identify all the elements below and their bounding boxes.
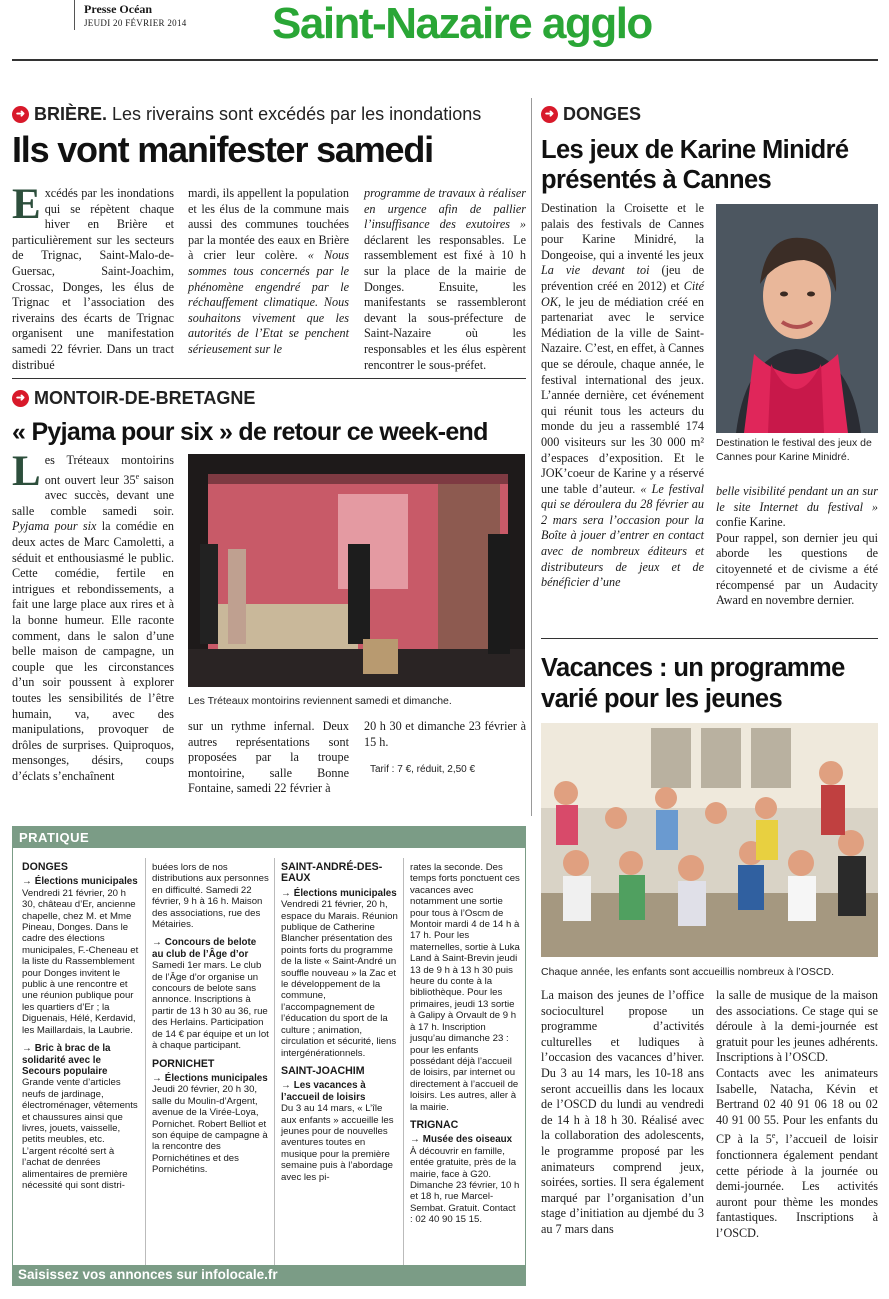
arrow-right-circle-icon: ➜: [12, 390, 29, 407]
montoir-col1-text-a: es Tréteaux montoirins ont ouvert leur 35: [44, 453, 174, 487]
pratique-event-text: Du 3 au 14 mars, « L’île aux enfants » accueille les jeunes pour de nouvelles aventures toutes en musique pour la première semaine puis à l’abordage avec les pi-: [281, 1103, 394, 1183]
briere-place: BRIÈRE.: [34, 104, 108, 124]
donges-column-2: [716, 484, 878, 609]
theatre-photo: [188, 454, 525, 687]
pratique-event-title: [152, 1073, 270, 1084]
column-divider: [531, 98, 532, 816]
donges-game-1: La vie devant toi: [541, 263, 650, 278]
montoir-col1-text-d: la comédie en deux actes de Marc Camoletti, a séduit et enthousiasmé le public. Cette comédie, fertile en intrigues et rebondissements, a fait une large place aux rires et à la bonne humeur. Elle raconte comment, dans le salon d’une belle maison de campagne, un couple que les circonstances d’un soir poussent à explorer toutes les sensibilités de l’être humain, va, avec des manipulations, provoquer de drôles de surprises. Quiproquos, mensonges, désirs, coups d’éclats s’enchaînent: [12, 519, 174, 783]
infolocale-footer: Saisissez vos annonces sur infolocale.fr: [12, 1265, 526, 1286]
woman-portrait-illustration: [716, 204, 878, 433]
pratique-event-title: [281, 1080, 399, 1103]
pratique-divider: [274, 858, 275, 1268]
arrow-right-icon: →: [152, 1072, 162, 1084]
vacances-col2-text-c: , l’accueil de loisir fonctionnera également pendant cette période à la journée ou demi-journée. Les activités auront pour thème les mondes fantastiques. Inscriptions à l’OSCD.: [716, 1132, 878, 1240]
donges-col2-text: confie Karine.: [716, 515, 786, 530]
pratique-divider: [403, 858, 404, 1268]
pratique-town-saint-andre: SAINT-ANDRÉ-DES-EAUX: [281, 861, 383, 885]
montoir-col1-text-b: saison avec succès, devant une salle comble samedi soir.: [12, 472, 174, 518]
pratique-event-title: [281, 888, 399, 899]
pratique-event-text: Jeudi 20 février, 20 h 30, salle du Moulin-d’Argent, avenue de la Virée-Loya, Pornichet. Robert Belliot et son équipe de campagne à la rencontre des Pornichétines et des Pornichétins.: [152, 1084, 268, 1176]
vacances-col2-text-a: la salle de musique de la maison des associations. Ce stage qui se déroule à la demi-journée est gratuit pour les jeunes adhérents. Inscriptions à l’OSCD.: [716, 988, 878, 1065]
pratique-event-text: rates la seconde. Des temps forts ponctuent ces vacances avec notamment une sortie pour tous à l’Oscm de Montoir mardi 4 de 14 h à 17 h. Pour les maternelles, sortie à Luka Land à Saint-Brevin jeudi 13 de 9 h à 13 h 30 puis heure du conte à la bibliothèque. Pour les primaires, jeudi 13 sortie à Galipy à Orvault de 9 h à 17 h. Inscription jusqu’au dimanche 23 : pour les enfants possédant déjà l’accueil de loisirs, par internet ou directement à l’accueil de loisirs. Les autres, aller à la mairie.: [410, 862, 520, 1113]
arrow-right-icon: →: [152, 937, 162, 949]
pratique-town-donges: DONGES: [22, 861, 68, 873]
pratique-town-trignac: TRIGNAC: [410, 1118, 459, 1131]
donges-headline-1: Les jeux de Karine Minidré: [541, 136, 849, 164]
donges-bottom-rule: [541, 638, 878, 639]
pratique-event-text: Grande vente d’articles neufs de jardinage, électroménager, vêtements et chaussures ainsi que livres, jouets, vaisselle, petits meubles, etc. L’argent récolté sert à l’achat de denrées alimentaires de première nécessité qui sont distri-: [22, 1077, 138, 1191]
pratique-event-title-text: Concours de belote au club de l’Âge d’or: [152, 937, 257, 960]
montoir-kicker: [12, 388, 255, 409]
briere-column-3: [364, 186, 526, 373]
briere-col2-quote: « Nous sommes tous concernés par le phénomène engendré par le réchauffement climatique. Nous souhaitons vivement que les autorités de l’Etat se penchent sérieusement sur le: [188, 248, 350, 356]
pratique-event-text: À découvrir en famille, entée gratuite, près de la mairie, face à G20. Dimanche 23 février, 10 h et 18 h, rue Marcel-Sembat. Gratuit. Contact : 02 40 90 15 15.: [410, 1145, 520, 1226]
briere-kicker: [12, 104, 481, 125]
pratique-event-title: [410, 1134, 520, 1145]
briere-headline: Ils vont manifester samedi: [12, 129, 433, 170]
arrow-right-icon: →: [410, 1134, 420, 1146]
children-photo: [541, 723, 878, 957]
arrow-right-icon: →: [281, 1080, 291, 1092]
pratique-event-text: Vendredi 21 février, 20 h 30, château d’Er, ancienne chapelle, chez M. et Mme Pineau, Donges. Dans le cadre des élections municipales, F.-Cheneau et la liste du Rassemblement pour Donges invitent le public à une rencontre et une réunion publique pour les quartiers d’Er ; la Diguenais, Hélé, Kerdavid, les Maillardais, la Laubrie.: [22, 887, 139, 1036]
vacances-col2-text-b: Contacts avec les animateurs Isabelle, Natacha, Kévin et Bertrand 02 40 91 06 18 ou 02 40 91 00 55. Pour les enfants du CP à la 5: [716, 1065, 878, 1147]
montoir-play-title: Pyjama pour six: [12, 519, 97, 534]
vacances-headline-1: Vacances : un programme: [541, 654, 845, 682]
donges-place: DONGES: [563, 104, 642, 124]
briere-subtitle: Les riverains sont excédés par les inondations: [112, 104, 482, 124]
montoir-price: Tarif : 7 €, réduit, 2,50 €: [370, 764, 476, 775]
pratique-column-1: [22, 860, 140, 1198]
pratique-divider: [145, 858, 146, 1268]
montoir-headline: « Pyjama pour six » de retour ce week-end: [12, 418, 488, 446]
arrow-right-icon: →: [281, 887, 291, 899]
pratique-event-title: [22, 1043, 140, 1077]
vacances-photo-caption: Chaque année, les enfants sont accueillis nombreux à l’OSCD.: [541, 966, 834, 978]
donges-kicker: [541, 104, 641, 125]
donges-column-1: [541, 201, 704, 591]
arrow-right-circle-icon: ➜: [541, 106, 558, 123]
pratique-event-title-text: Musée des oiseaux: [422, 1134, 513, 1146]
briere-column-2: [188, 186, 349, 358]
section-title: Saint-Nazaire agglo: [272, 0, 652, 48]
pratique-event-title-text: Les vacances à l’accueil de loisirs: [281, 1080, 366, 1103]
pratique-event-title: [152, 937, 270, 960]
briere-column-1: [12, 181, 174, 373]
pratique-column-4: [410, 862, 520, 1233]
pratique-town-saint-joachim: SAINT-JOACHIM: [281, 1064, 365, 1077]
montoir-dropcap: L: [12, 448, 41, 495]
pratique-event-title-text: Élections municipales: [34, 876, 138, 888]
portrait-photo: [716, 204, 878, 433]
montoir-col3-text: 20 h 30 et dimanche 23 février à 15 h.: [364, 719, 526, 749]
montoir-column-3: [364, 719, 526, 750]
donges-col2-quote: belle visibilité pendant un an sur le site Internet du festival »: [716, 484, 878, 514]
pratique-column-3: [281, 860, 399, 1190]
donges-col1-text-a: Destination la Croisette et le palais des festivals de Cannes pour Karine Minidré, la Dongeoise, qui a inventé les jeux: [541, 201, 704, 262]
vacances-column-1: [541, 988, 704, 1238]
donges-photo-caption: Destination le festival des jeux de Cannes pour Karine Minidré.: [716, 437, 872, 463]
vacances-col1-text: La maison des jeunes de l’office socioculturel propose un programme d’activités culturelles et ludiques à l’occasion des vacances d’hiver. Du 3 au 14 mars, les 10-18 ans seront accueillis dans les locaux de l’OSCD du lundi au vendredi de 14 h à 18 h 30. Réalisé avec la collaboration des adolescents, le programme proposé par les animateurs comprend jeux, soirées, sorties. Il sera également marqué par l’organisation d’un stage d’initiation au djembé du 3 au 7 mars dans: [541, 988, 704, 1236]
edition-date: JEUDI 20 FÉVRIER 2014: [84, 18, 187, 28]
pratique-event-text: Samedi 1er mars. Le club de l’Âge d’or organise un concours de belote sans annonce. Inscriptions à partir de 13 h 30 au 36, rue des Herlains. Participation de 14 € par équipe et un lot à chaque participant.: [152, 960, 269, 1052]
pratique-event-title: [22, 876, 140, 887]
pratique-event-text: Vendredi 21 février, 20 h, espace du Marais. Réunion publique de Catherine Blancher présentation des points forts du programme de la liste « Saint-André un souffle nouveau » la Zac et le développement de la commune, l’accompagnement de l’éducation du sport de la culture ; animation, circulation et sécurité, liens intergénérationnels.: [281, 899, 398, 1059]
montoir-column-1: [12, 448, 174, 785]
montoir-col2-text: sur un rythme infernal. Deux autres représentations sont proposées par la troupe montoirine, salle Bonne Fontaine, samedi 22 février à: [188, 719, 349, 796]
montoir-photo-caption: Les Tréteaux montoirins reviennent samedi et dimanche.: [188, 695, 452, 707]
donges-col1-text-c: (jeu de prévention créé en 2012) et: [541, 263, 704, 293]
pratique-event-title-text: Élections municipales: [164, 1072, 268, 1084]
pratique-event-title-text: Élections municipales: [293, 887, 397, 899]
pratique-column-2: [152, 862, 270, 1183]
briere-bottom-rule: [12, 378, 526, 379]
vacances-col2-sup: e: [771, 1131, 776, 1141]
children-group-illustration: [541, 723, 878, 957]
donges-game-2: Cité OK: [541, 278, 704, 309]
montoir-column-2: [188, 719, 349, 797]
briere-col1-text: xcédés par les inondations qui se répètent chaque hiver en Brière et particulièrement sur les secteurs de Trignac, Saint-Malo-de-Guersac, Saint-Joachim, Crossac, Donges, les élus de Trignac et l’association des riverains des écarts de Trignac organisent une manifestation samedi 22 février. Dans un tract distribué: [12, 186, 174, 372]
montoir-place: MONTOIR-DE-BRETAGNE: [34, 388, 256, 408]
pratique-event-text: buées lors de nos distributions aux personnes en difficulté. Samedi 22 février, 9 h à 16 h. Maison des associations, rue des Métairies.: [152, 862, 269, 931]
donges-col1-quote: « Le festival qui se déroulera du 28 février au 2 mars sera l’occasion pour la Boîte à jouer d’entrer en contact avec de nombreux éditeurs et distributeurs de jeux et de bénéficier d’une: [541, 481, 705, 590]
donges-col1-text-e: , le jeu de médiation créé en partenariat avec le service Médiation de la ville de Saint-Nazaire. C’est, en effet, à Cannes que se déroule, chaque année, le festival international des jeux. L’année dernière, cet événement qui réunit tous les acteurs du monde du jeu a rassemblé 174 000 visiteurs sur les 30 000 m² d’espaces d’exposition. Et le JOK’coeur de Karine y a réservé une table d’auteur.: [541, 294, 704, 496]
briere-col3-text: déclarent les responsables. Le rassemblement est fixé à 10 h sur la place de la mairie de Donges. Ensuite, les manifestants se rassembleront devant la sous-préfecture de Saint-Nazaire où les responsables et les élus espèrent rencontrer le sous-préfet.: [364, 232, 526, 372]
briere-dropcap: E: [12, 181, 41, 228]
publication-name: Presse Océan: [84, 2, 153, 16]
montoir-col1-sup: e: [135, 471, 140, 481]
pratique-title: PRATIQUE: [13, 827, 525, 848]
arrow-right-circle-icon: ➜: [12, 106, 29, 123]
stage-scene-illustration: [188, 454, 525, 687]
vacances-column-2: [716, 988, 878, 1242]
pratique-town-pornichet: PORNICHET: [152, 1057, 215, 1070]
masthead-rule: [12, 59, 878, 61]
donges-col2-reminder: Pour rappel, son dernier jeu qui aborde les questions de citoyenneté et de civisme a été récompensé par un Audacity Award en novembre dernier.: [716, 530, 878, 608]
arrow-right-icon: →: [22, 1043, 32, 1055]
pratique-event-title-text: Bric à brac de la solidarité avec le Secours populaire: [22, 1043, 111, 1077]
donges-headline-2: présentés à Cannes: [541, 166, 772, 194]
vacances-headline-2: varié pour les jeunes: [541, 685, 783, 713]
briere-col3-quote: programme de travaux à réaliser en urgence afin de pallier l’insuffisance des exutoires »: [364, 186, 526, 232]
masthead: [0, 0, 889, 64]
briere-col2-text: mardi, ils appellent la population et les élus de la commune mais aussi des communes touchées par la montée des eaux en Brière à crier leur colère.: [188, 186, 349, 263]
masthead-left-rule: [74, 0, 75, 30]
arrow-right-icon: →: [22, 876, 32, 888]
